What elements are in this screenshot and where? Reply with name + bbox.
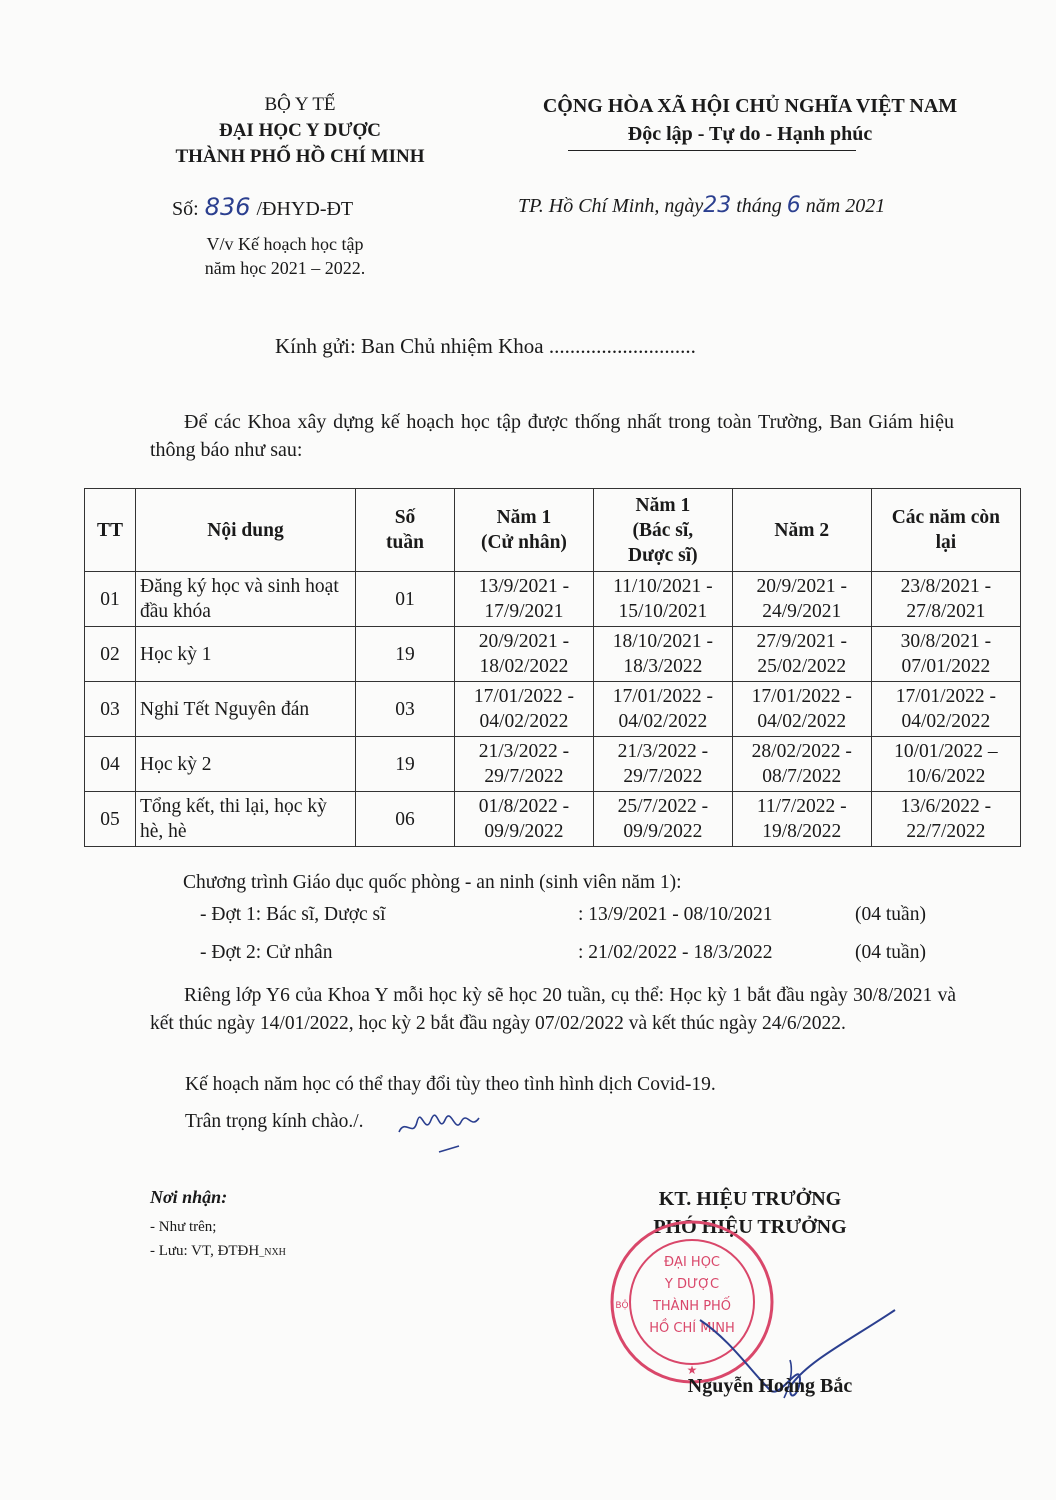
row-year1-doctor: 21/3/2022 - 29/7/2022	[593, 737, 732, 792]
row-year1-doctor: 18/10/2021 - 18/3/2022	[593, 627, 732, 682]
date-month: 6	[786, 193, 801, 218]
row-year1-doctor: 11/10/2021 - 15/10/2021	[593, 572, 732, 627]
defense-program-title: Chương trình Giáo dục quốc phòng - an ninh (sinh viên năm 1):	[183, 872, 682, 893]
row-year1-bachelor: 01/8/2022 - 09/9/2022	[455, 792, 594, 847]
table-row	[85, 627, 1021, 682]
covid-note: Kế hoạch năm học có thể thay đổi tùy theo tình hình dịch Covid-19.	[185, 1074, 716, 1095]
row-year1-doctor: 17/01/2022 - 04/02/2022	[593, 682, 732, 737]
schedule-table	[84, 488, 1021, 847]
row-tt: 02	[85, 627, 136, 682]
svg-text:BỘ: BỘ	[615, 1301, 629, 1311]
place-date	[518, 193, 885, 218]
recipient-item: - Như trên;	[150, 1219, 217, 1235]
row-weeks: 03	[356, 682, 455, 737]
row-content: Tổng kết, thi lại, học kỳ hè, hè	[136, 792, 356, 847]
number-value: 836	[204, 193, 251, 221]
ministry-name: BỘ Y TẾ	[264, 94, 336, 115]
header-tt: TT	[85, 489, 136, 572]
national-header	[500, 92, 1000, 148]
row-year1-doctor: 25/7/2022 - 09/9/2022	[593, 792, 732, 847]
signer-name: Nguyễn Hoàng Bắc	[687, 1375, 853, 1397]
closing: Trân trọng kính chào./.	[185, 1111, 364, 1132]
row-remaining-years: 10/01/2022 – 10/6/2022	[871, 737, 1020, 792]
signature-line2: PHÓ HIỆU TRƯỞNG	[653, 1216, 847, 1238]
row-remaining-years: 23/8/2021 - 27/8/2021	[871, 572, 1020, 627]
batch1-label: - Đợt 1: Bác sĩ, Dược sĩ	[200, 904, 386, 925]
svg-text:★: ★	[686, 1363, 698, 1377]
svg-text:ĐẠI HỌC: ĐẠI HỌC	[663, 1255, 721, 1270]
document-number	[172, 193, 353, 221]
row-year1-bachelor: 20/9/2021 - 18/02/2022	[455, 627, 594, 682]
row-weeks: 19	[356, 627, 455, 682]
svg-text:THÀNH PHỐ: THÀNH PHỐ	[652, 1299, 732, 1314]
row-year2: 11/7/2022 - 19/8/2022	[732, 792, 871, 847]
row-tt: 03	[85, 682, 136, 737]
row-content: Đăng ký học và sinh hoạt đầu khóa	[136, 572, 356, 627]
row-tt: 01	[85, 572, 136, 627]
greeting: Kính gửi: Ban Chủ nhiệm Khoa ............................	[275, 334, 696, 358]
row-remaining-years: 30/8/2021 - 07/01/2022	[871, 627, 1020, 682]
header-year2: Năm 2	[732, 489, 871, 572]
table-header-row	[85, 489, 1021, 572]
intro-paragraph: Để các Khoa xây dựng kế hoạch học tập được thống nhất trong toàn Trường, Ban Giám hiệu thông báo như sau:	[150, 411, 954, 461]
row-year2: 28/02/2022 - 08/7/2022	[732, 737, 871, 792]
header-remaining-years: Các năm còn lại	[871, 489, 1020, 572]
row-remaining-years: 17/01/2022 - 04/02/2022	[871, 682, 1020, 737]
republic-name: CỘNG HÒA XÃ HỘI CHỦ NGHĨA VIỆT NAM	[542, 95, 958, 117]
table-row	[85, 792, 1021, 847]
header-weeks: Số tuần	[356, 489, 455, 572]
batch2-dates: : 21/02/2022 - 18/3/2022	[578, 942, 773, 963]
place-prefix: TP. Hồ Chí Minh, ngày	[518, 195, 704, 217]
initials-scribble-icon	[395, 1108, 485, 1160]
row-year1-bachelor: 17/01/2022 - 04/02/2022	[455, 682, 594, 737]
batch1-dates: : 13/9/2021 - 08/10/2021	[578, 904, 773, 925]
batch1-weeks: (04 tuần)	[855, 904, 926, 925]
row-remaining-years: 13/6/2022 - 22/7/2022	[871, 792, 1020, 847]
row-weeks: 19	[356, 737, 455, 792]
row-tt: 05	[85, 792, 136, 847]
svg-text:HỒ CHÍ MINH: HỒ CHÍ MINH	[649, 1321, 735, 1336]
y6-note: Riêng lớp Y6 của Khoa Y mỗi học kỳ sẽ học 20 tuần, cụ thể: Học kỳ 1 bắt đầu ngày 30/8/2021 và kết thúc ngày 14/01/2022, học kỳ 2 bắt đầu ngày 07/02/2022 và kết thúc ngày 24/6/2022.	[150, 985, 956, 1034]
issuer-block	[120, 92, 480, 170]
row-content: Học kỳ 2	[136, 737, 356, 792]
signature-line1: KT. HIỆU TRƯỞNG	[658, 1188, 842, 1210]
table-row	[85, 572, 1021, 627]
row-tt: 04	[85, 737, 136, 792]
row-content: Nghỉ Tết Nguyên đán	[136, 682, 356, 737]
header-year1-bachelor: Năm 1 (Cử nhân)	[455, 489, 594, 572]
university-name-line1: ĐẠI HỌC Y DƯỢC	[218, 120, 382, 141]
national-motto: Độc lập - Tự do - Hạnh phúc	[627, 123, 873, 145]
header-content: Nội dung	[136, 489, 356, 572]
year-label: năm 2021	[805, 195, 886, 217]
row-content: Học kỳ 1	[136, 627, 356, 682]
batch2-weeks: (04 tuần)	[855, 942, 926, 963]
row-weeks: 01	[356, 572, 455, 627]
header-year1-doctor: Năm 1 (Bác sĩ, Dược sĩ)	[593, 489, 732, 572]
number-suffix: /ĐHYD-ĐT	[256, 198, 354, 220]
recipients-title: Nơi nhận:	[150, 1187, 228, 1207]
subject-block	[160, 232, 410, 280]
row-year2: 20/9/2021 - 24/9/2021	[732, 572, 871, 627]
table-row	[85, 682, 1021, 737]
date-day: 23	[703, 193, 732, 218]
svg-text:Y DƯỢC: Y DƯỢC	[664, 1277, 720, 1292]
recipient-item: - Lưu: VT, ĐTĐH_NXH	[150, 1243, 286, 1259]
row-year2: 27/9/2021 - 25/02/2022	[732, 627, 871, 682]
month-label: tháng	[736, 195, 782, 217]
number-prefix: Số:	[172, 198, 199, 220]
row-year1-bachelor: 13/9/2021 - 17/9/2021	[455, 572, 594, 627]
table-row	[85, 737, 1021, 792]
subject-line2: năm học 2021 – 2022.	[204, 258, 366, 278]
university-name-line2: THÀNH PHỐ HỒ CHÍ MINH	[175, 146, 425, 167]
subject-line1: V/v Kế hoạch học tập	[206, 234, 364, 254]
row-year1-bachelor: 21/3/2022 - 29/7/2022	[455, 737, 594, 792]
row-weeks: 06	[356, 792, 455, 847]
row-year2: 17/01/2022 - 04/02/2022	[732, 682, 871, 737]
batch2-label: - Đợt 2: Cử nhân	[200, 942, 333, 963]
motto-underline	[568, 150, 856, 151]
